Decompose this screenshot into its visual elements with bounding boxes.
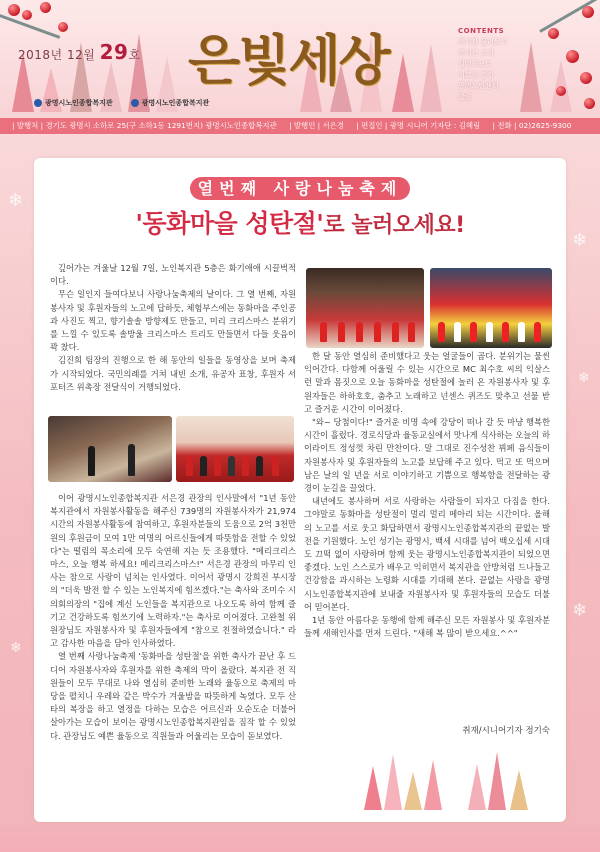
person-figure <box>338 322 345 342</box>
logo-2-text: 광명시노인종합복지관 <box>141 99 210 107</box>
masthead <box>0 0 600 118</box>
tree-decoration <box>520 42 542 112</box>
footer-decoration <box>0 822 600 852</box>
editor-info: | 편집인 | 광명 시니어 기자단 : 김혜림 <box>356 121 481 130</box>
person-figure <box>534 322 541 342</box>
person-figure <box>470 322 477 342</box>
logo-1 <box>34 98 113 108</box>
tree-decoration <box>468 764 486 810</box>
article-column-2 <box>304 350 550 640</box>
snowflake-icon: ❄ <box>578 370 590 386</box>
santa-staff-photo <box>430 268 552 348</box>
contents-item: 어르신 건강 <box>458 71 495 79</box>
issue-date <box>18 40 141 64</box>
tree-decoration <box>488 752 506 810</box>
person-figure <box>272 456 279 476</box>
contents-item: 알림 <box>458 93 472 101</box>
paragraph: 열 번째 사랑나눔축제 '동화마을 성탄절'을 위한 축사가 끝난 후 드디어 자원봉사자와 후원자를 위한 축제의 막이 올랐다. 복지관 전 직원들이 모두 무대로 나와 열심히 준비한 노래와 율동으로 축제의 마당을 펼치니 우레와 같은 박수가 겨울밤을 따뜻하게 녹였다. 모두 산타의 복장을 하고 열정을 다하는 모습은 어르신과 오순도순 더불어 살아가는 모습이 보이는 광명시노인종합복지관임을 짐작 할 수 있었다. 관장님도 예쁜 율동으로 직원들과 어울리는 모습이 돋보였다. <box>50 651 296 741</box>
person-figure <box>392 322 399 342</box>
tree-decoration <box>392 54 414 112</box>
issue-day: 29 <box>99 40 129 64</box>
paragraph: 내년에도 봉사하며 서로 사랑하는 사람들이 되자고 다짐을 한다. 그야말로 동화마을 성탄절이 멀리 멀리 메아리 되는 시간이다. 올해의 노고를 서로 웃고 화답하면서 광명시노인종합복지관의 끝없는 발전을 기원했다. 노인 성기는 광명시, 백세 시대를 넘어 백오십세 시대도 끄떡 없이 사랑하며 함께 웃는 광명시노인종합복지관이 되었으면 좋겠다. 노인 스스로가 배우고 익히면서 복지관을 안방처럼 드나들고 건강함을 과시하는 노령화 시대를 기대해 본다. 끝없는 사랑을 광명시노인종합복지관에 보내줄 자원봉사자 및 후원자들의 모습도 더불어 믿어본다. <box>304 496 550 612</box>
tree-decoration <box>404 772 422 810</box>
berry-decoration <box>584 98 595 109</box>
person-figure <box>518 322 525 342</box>
person-figure <box>356 322 363 342</box>
paragraph: 한 달 동안 열심히 준비했다고 웃는 얼굴들이 곱다. 분위기는 물씬 익어간다. 다함께 어울릴 수 있는 시간으로 MC 최수호 씨의 익살스런 말과 몸짓으로 오늘 동화마을 성탄절에 놀러 온 자원봉사자 및 후원자들은 하하호호, 춤추고 노래하고 넌센스 퀴즈도 맞추고 선물 받고 즐거운 시간이 이어졌다. <box>304 351 550 414</box>
person-figure <box>320 322 327 342</box>
paragraph: 김진희 팀장의 진행으로 한 해 동안의 일들을 동영상을 보며 축제가 시작되었다. 국민의례를 거쳐 내빈 소개, 유공자 표창, 후원자 서포터즈 위촉장 전달식이 거행되었다. <box>50 355 296 392</box>
person-figure <box>438 322 445 342</box>
paragraph: 이어 광명시노인종합복지관 서은경 관장의 인사말에서 "1년 동안 복지관에서 자원봉사활동을 해주신 739명의 자원봉사자가 21,974시간의 자원봉사활동에 참여하고, 후원자분들의 도움으로 2억 3천만원의 후원금이 모여 1만 여명의 어르신들에게 따뜻함을 전할 수 있었다"는 떨림의 목소리에 모두 숙연해 지는 듯 조용했다. "메리크리스마스, 오늘 행복 하세요! 메리크리스마스!" 서은경 관장의 마무리 인사는 참으로 사랑이 넘치는 인사였다. 이어서 광명시 강희진 부시장의 "더욱 발전 할 수 있는 노인복지에 힘쓰겠다."는 축사와 조미수 시의회의장의 "집에 계신 노인들을 복지관으로 나오도록 하여 함께 즐기고 건강하도록 힘쓰기에 노력하자."는 축사로 이어졌다. 고완철 위원장님도 자원봉사자 및 후원자들에게 "참으로 친절하였습니다." 라고 감사한 마음을 담아 인사하였다. <box>50 493 296 649</box>
person-figure <box>502 322 509 342</box>
subtitle-pill: 열번째 사랑나눔축제 <box>190 177 411 200</box>
tree-decoration <box>420 44 442 112</box>
berry-decoration <box>566 50 579 63</box>
contents-item: 복지관 둘러보기 <box>458 38 508 46</box>
newsletter-title: 은빛세상 <box>188 28 389 92</box>
contents-title: CONTENTS <box>458 27 505 35</box>
berry-decoration <box>582 6 594 18</box>
article-subtitle <box>34 176 566 199</box>
issue-date-prefix: 2018년 12월 <box>18 48 96 62</box>
snowflake-icon: ❄ <box>10 640 22 656</box>
headline-quote: '동화마을 성탄절' <box>135 209 324 238</box>
person-figure <box>374 322 381 342</box>
person-figure <box>256 456 263 476</box>
snowflake-icon: ❄ <box>572 230 588 251</box>
person-figure <box>186 456 193 476</box>
paragraph: 1년 동안 아름다운 동행에 함께 해주신 모든 자원봉사 및 후원자분들께 새해인사를 먼저 드린다. "새해 복 많이 받으세요.^^" <box>304 615 550 639</box>
person-figure <box>214 456 221 476</box>
tree-decoration <box>510 770 528 810</box>
contents-list <box>458 26 508 103</box>
berry-decoration <box>548 28 559 39</box>
person-figure <box>486 322 493 342</box>
org-logo-icon <box>34 99 42 107</box>
headline-rest: 로 놀러오세요! <box>323 213 465 238</box>
contents-item: 실버리포트 <box>458 60 492 68</box>
berry-decoration <box>40 2 51 13</box>
article-byline: 취재/시니어기자 정기숙 <box>462 726 550 736</box>
logo-1-text: 광명시노인종합복지관 <box>45 99 113 107</box>
berry-decoration <box>22 10 32 20</box>
award-photo <box>48 416 172 482</box>
paragraph: 무슨 일인지 들여다보니 사랑나눔축제의 날이다. 그 열 번째, 자원봉사자 및 후원자들의 노고에 답하듯, 체험부스에는 동화마을 주인공과 사진도 찍고, 향기솔솔 방향제도 만들고, 미리 크리스마스 분위기를 느낄 수 있도록 솔방울 크리스마스 트리도 만들면서 다들 웃음이 꽉 찼다. <box>50 289 296 353</box>
tree-decoration <box>424 760 442 810</box>
issue-suffix: 호 <box>128 48 141 62</box>
christmas-tree-illustration <box>364 750 544 810</box>
person-figure <box>228 456 235 476</box>
stage-performance-photo <box>306 268 424 348</box>
contents-item: 광명노인센터 <box>458 82 499 90</box>
snowflake-icon: ❄ <box>572 600 588 621</box>
berry-decoration <box>58 22 68 32</box>
person-figure <box>128 444 135 476</box>
paragraph: 깊어가는 겨울날 12월 7일, 노인복지관 5층은 화기애애 시끌벅적이다. <box>50 263 296 287</box>
article-card <box>34 158 566 822</box>
person-figure <box>454 322 461 342</box>
group-photo <box>176 416 294 482</box>
paragraph: "와~ 당첨이다!" 즐거운 비명 속에 강당이 떠나 갈 듯 마냥 행복한 시간이 흘렀다. 경로식당과 율동교실에서 맛나게 식사하는 오늘의 하이라이트 정성껏 차린 만찬이다. 말 그대로 진수성찬 뷔페 음식들이 자원봉사자 및 후원자들의 노고를 보답해 주고 있다. 먹고 또 먹으며 남은 날의 일 년을 서로 이야기하고 기쁨으로 행복함을 전달하는 광경이 눈길을 끌었다. <box>304 417 550 494</box>
article-column-1b <box>50 492 296 743</box>
tree-decoration <box>364 766 382 810</box>
issuer-info: | 발행인 | 서은경 <box>289 121 344 130</box>
phone-info: | 전화 | 02)2625-9300 <box>492 121 572 130</box>
article-column-1 <box>50 262 296 394</box>
person-figure <box>408 322 415 342</box>
berry-decoration <box>8 4 20 16</box>
berry-decoration <box>580 72 592 84</box>
logo-2 <box>131 98 210 108</box>
publication-info-bar <box>0 118 600 134</box>
person-figure <box>242 456 249 476</box>
berry-decoration <box>556 86 566 96</box>
contents-item: 복지관 소식 <box>458 49 495 57</box>
tree-decoration <box>384 754 402 810</box>
publisher-info: | 발행처 | 경기도 광명시 소하로 25(구 소하1동 1291번지) 광명시노인종합복지관 <box>12 121 277 130</box>
org-logo-icon <box>131 99 139 107</box>
article-headline <box>34 204 566 240</box>
logos <box>34 98 209 108</box>
person-figure <box>200 456 207 476</box>
snowflake-icon: ❄ <box>8 190 24 211</box>
person-figure <box>88 446 95 476</box>
